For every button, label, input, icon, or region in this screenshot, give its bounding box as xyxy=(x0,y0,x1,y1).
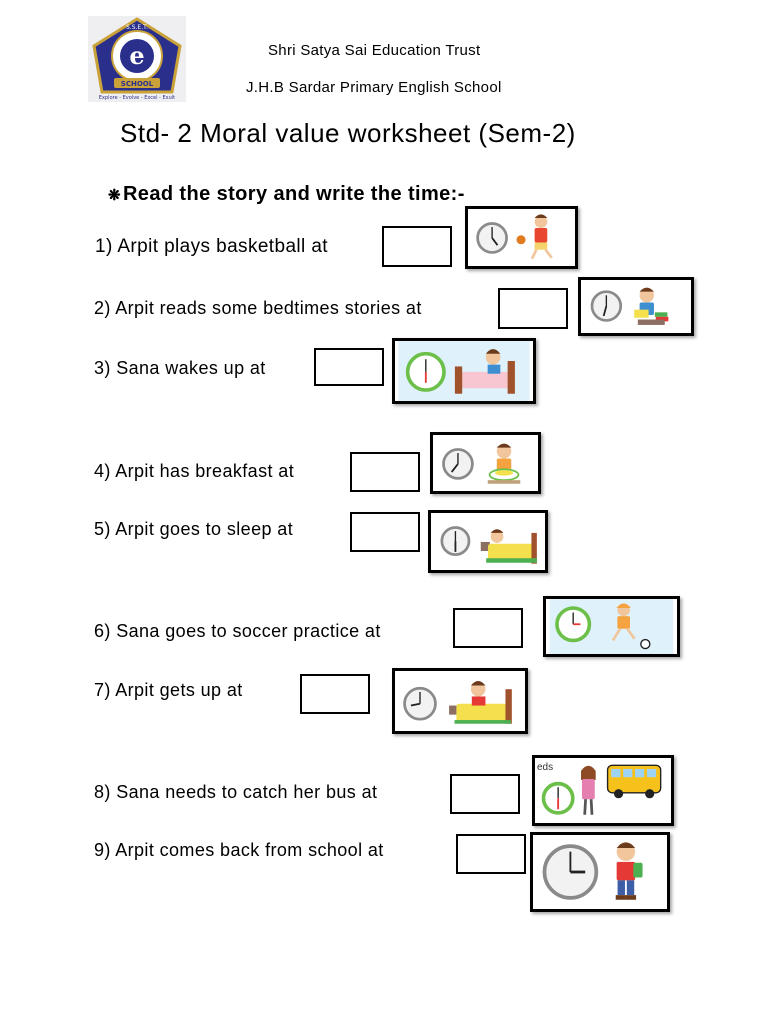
question-3: 3) Sana wakes up at xyxy=(94,358,266,378)
logo-motto: Explore - Evolve - Excel - Exult xyxy=(98,95,176,101)
picture-7 xyxy=(392,668,528,734)
child-with-schoolbag-icon xyxy=(616,842,643,899)
picture-2 xyxy=(578,277,694,336)
question-9: 9) Arpit comes back from school at xyxy=(94,840,384,860)
answer-box-4[interactable] xyxy=(350,452,420,492)
answer-box-9[interactable] xyxy=(456,834,526,874)
clock-icon xyxy=(444,449,473,478)
logo-label: SCHOOL xyxy=(120,80,154,88)
school-name: J.H.B Sardar Primary English School xyxy=(246,79,502,96)
instruction xyxy=(108,183,465,206)
clock-icon xyxy=(442,527,469,554)
school-logo xyxy=(88,16,186,102)
question-5: 5) Arpit goes to sleep at xyxy=(94,519,294,539)
picture-5 xyxy=(428,510,548,573)
child-sleeping-icon xyxy=(481,529,537,563)
instruction-text: Read the story and write the time:- xyxy=(122,183,465,205)
school-bus-icon xyxy=(608,765,661,798)
clock-icon xyxy=(478,223,507,252)
picture-4 xyxy=(430,432,541,494)
answer-box-7[interactable] xyxy=(300,674,370,714)
picture-3 xyxy=(392,338,536,404)
answer-box-5[interactable] xyxy=(350,512,420,552)
clock-icon xyxy=(543,784,572,813)
clock-icon xyxy=(408,354,444,390)
clock-icon xyxy=(592,292,621,321)
answer-box-1[interactable] xyxy=(382,226,452,267)
clock-icon xyxy=(557,608,589,640)
trust-name: Shri Satya Sai Education Trust xyxy=(268,42,481,59)
picture-6 xyxy=(543,596,680,657)
girl-icon xyxy=(581,766,596,815)
question-4: 4) Arpit has breakfast at xyxy=(94,461,295,481)
question-8: 8) Sana needs to catch her bus at xyxy=(94,782,378,802)
bullet-icon: ❋ xyxy=(108,187,121,204)
answer-box-8[interactable] xyxy=(450,774,520,814)
logo-top-text: S.S.E.T. xyxy=(126,24,148,31)
picture-8 xyxy=(532,755,674,826)
answer-box-6[interactable] xyxy=(453,608,523,648)
picture-9 xyxy=(530,832,670,912)
answer-box-3[interactable] xyxy=(314,348,384,386)
basketball-player-icon xyxy=(517,214,552,258)
question-1: 1) Arpit plays basketball at xyxy=(95,236,328,257)
clock-icon xyxy=(405,688,436,719)
logo-letter: e xyxy=(129,41,145,70)
child-getting-up-icon xyxy=(449,681,512,724)
question-2: 2) Arpit reads some bedtimes stories at xyxy=(94,298,422,318)
answer-box-2[interactable] xyxy=(498,288,568,329)
picture-1 xyxy=(465,206,578,269)
question-7: 7) Arpit gets up at xyxy=(94,680,243,700)
question-6: 6) Sana goes to soccer practice at xyxy=(94,621,381,641)
page-title: Std- 2 Moral value worksheet (Sem-2) xyxy=(120,118,576,148)
cut-off-text: eds xyxy=(537,762,554,773)
child-eating-breakfast-icon xyxy=(488,444,521,484)
child-reading-icon xyxy=(634,288,668,325)
clock-icon xyxy=(545,846,597,898)
